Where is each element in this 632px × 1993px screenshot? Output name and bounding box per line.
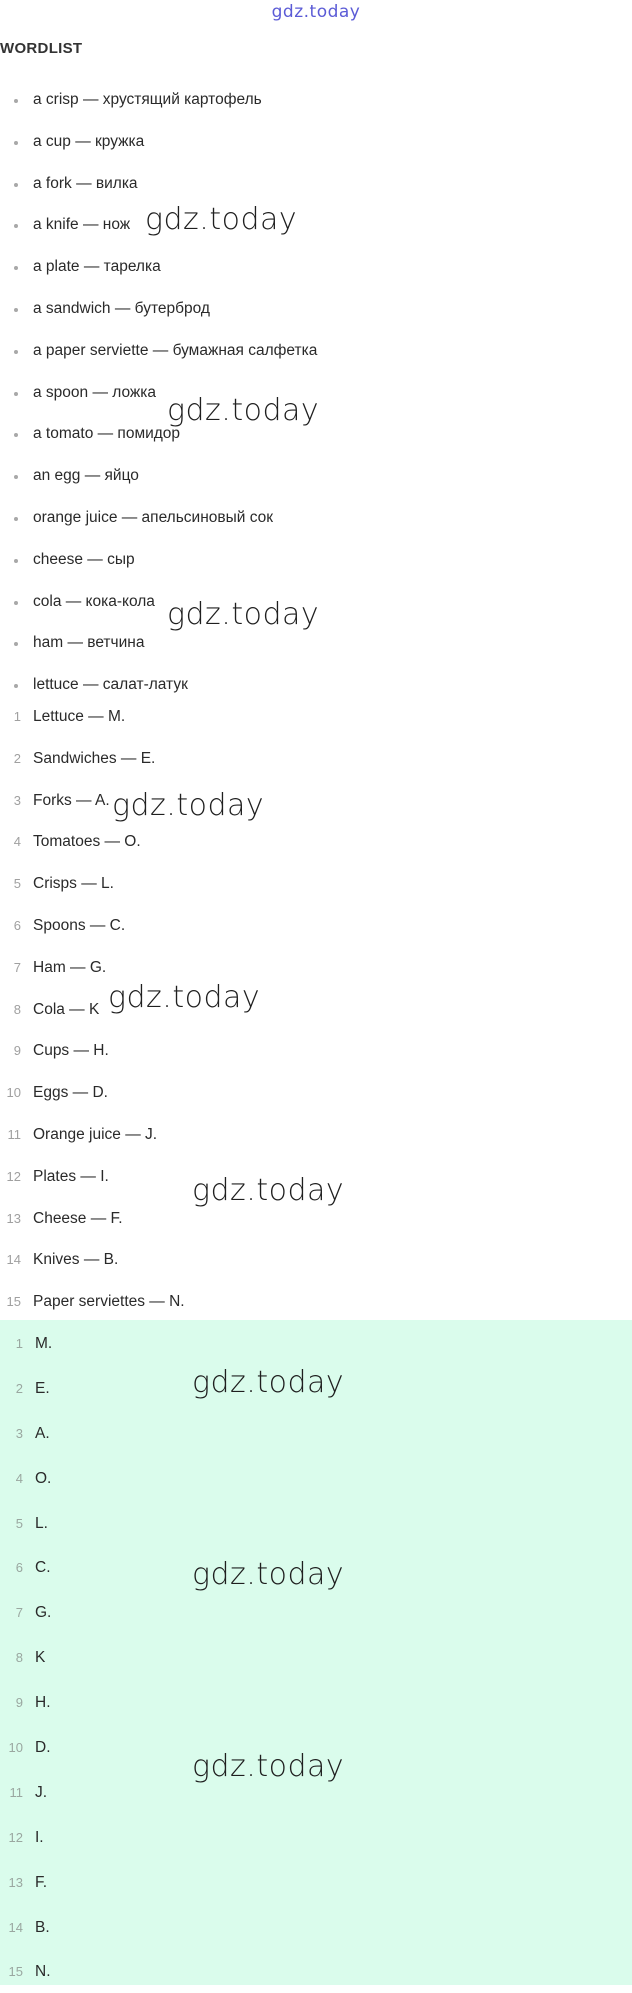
answer-text: F. (35, 1873, 48, 1891)
line-number: 11 (7, 1126, 21, 1142)
word-pair: a paper serviette — бумажная салфетка (33, 341, 318, 359)
answer-text: D. (35, 1739, 51, 1757)
list-item (0, 1589, 632, 1634)
line-number: 3 (15, 1425, 23, 1441)
word-pair: a spoon — ложка (33, 383, 157, 401)
match-text: Tomatoes — O. (33, 833, 141, 851)
list-item (0, 1241, 632, 1283)
match-text: Eggs — D. (33, 1084, 108, 1102)
word-pair: lettuce — салат-латук (33, 676, 188, 694)
bullet-icon (14, 433, 18, 437)
bullet-icon (14, 517, 18, 521)
list-item (0, 623, 632, 665)
answer-text: E. (35, 1379, 50, 1397)
answer-text: K (35, 1649, 46, 1667)
word-pair: a fork — вилка (33, 174, 138, 192)
list-item (0, 331, 632, 373)
line-number: 13 (8, 1874, 23, 1890)
watermark: gdz.today (167, 393, 320, 428)
match-text: Cups — H. (33, 1042, 109, 1060)
line-number: 10 (8, 1740, 23, 1756)
answer-text: L. (35, 1514, 48, 1532)
line-number: 6 (13, 917, 21, 933)
match-text: Orange juice — J. (33, 1125, 158, 1143)
bullet-icon (14, 684, 18, 688)
answer-text: G. (35, 1604, 52, 1622)
line-number: 15 (6, 1294, 21, 1310)
list-item (0, 456, 632, 498)
list-item (0, 1410, 632, 1455)
bullet-icon (14, 559, 18, 563)
list-item (0, 991, 632, 1033)
list-item (0, 1320, 632, 1365)
match-text: Sandwiches — E. (33, 749, 156, 767)
bullet-icon (14, 266, 18, 270)
list-item (0, 1679, 632, 1724)
word-pair: a plate — тарелка (33, 258, 161, 276)
wordlist (0, 80, 632, 707)
answer-text: N. (35, 1963, 51, 1981)
line-number: 4 (15, 1470, 23, 1486)
word-pair: a tomato — помидор (33, 425, 181, 443)
list-item (0, 1544, 632, 1589)
bullet-icon (14, 224, 18, 228)
match-text: Lettuce — M. (33, 708, 126, 725)
match-text: Ham — G. (33, 958, 107, 976)
list-item (0, 1365, 632, 1410)
answer-text: I. (35, 1828, 44, 1846)
word-pair: ham — ветчина (33, 634, 145, 652)
match-text: Cola — K (33, 1000, 100, 1018)
line-number: 10 (6, 1085, 21, 1101)
list-item (0, 907, 632, 949)
line-number: 9 (15, 1695, 23, 1711)
list-item (0, 540, 632, 582)
word-pair: an egg — яйцо (33, 467, 139, 485)
list-item (0, 1200, 632, 1242)
line-number: 11 (9, 1784, 23, 1800)
match-text: Paper serviettes — N. (33, 1293, 185, 1311)
list-item (0, 1116, 632, 1158)
word-pair: cheese — сыр (33, 550, 135, 568)
match-text: Crisps — L. (33, 875, 114, 893)
answer-text: J. (35, 1783, 48, 1801)
line-number: 2 (15, 1380, 23, 1396)
list-item (0, 164, 632, 206)
watermark: gdz.today (192, 1365, 345, 1400)
list-item (0, 1032, 632, 1074)
watermark: gdz.today (145, 202, 298, 237)
match-text: Knives — B. (33, 1251, 119, 1269)
list-item (0, 1158, 632, 1200)
list-item (0, 1634, 632, 1679)
watermark: gdz.today (108, 980, 261, 1015)
bullet-icon (14, 475, 18, 479)
list-item (0, 698, 632, 740)
matching-list (0, 698, 632, 1325)
line-number: 13 (6, 1210, 21, 1226)
bullet-icon (14, 392, 18, 396)
line-number: 7 (15, 1605, 23, 1621)
list-item (0, 582, 632, 624)
list-item (0, 414, 632, 456)
line-number: 12 (8, 1829, 23, 1845)
line-number: 14 (8, 1919, 23, 1935)
list-item (0, 498, 632, 540)
word-pair: cola — кока-кола (33, 592, 155, 610)
bullet-icon (14, 141, 18, 145)
match-text: Spoons — C. (33, 916, 126, 934)
list-item (0, 1074, 632, 1116)
answer-text: B. (35, 1918, 50, 1936)
list-item (0, 1283, 632, 1325)
answer-text: M. (35, 1335, 53, 1352)
line-number: 8 (13, 1001, 21, 1017)
list-item (0, 247, 632, 289)
list-item (0, 865, 632, 907)
answer-text: C. (35, 1559, 51, 1577)
list-item (0, 1500, 632, 1545)
list-item (0, 1769, 632, 1814)
list-item (0, 1904, 632, 1949)
list-item (0, 1948, 632, 1993)
bullet-icon (14, 642, 18, 646)
match-text: Plates — I. (33, 1167, 109, 1185)
list-item (0, 289, 632, 331)
line-number: 7 (13, 959, 21, 975)
list-item (0, 782, 632, 824)
bullet-icon (14, 350, 18, 354)
word-pair: a sandwich — бутерброд (33, 299, 210, 317)
answer-text: O. (35, 1469, 52, 1487)
answer-block (0, 1320, 632, 1985)
watermark: gdz.today (192, 1749, 345, 1784)
word-pair: a crisp — хрустящий картофель (33, 91, 262, 108)
watermark: gdz.today (192, 1557, 345, 1592)
watermark: gdz.today (192, 1173, 345, 1208)
word-pair: a knife — нож (33, 216, 131, 234)
list-item (0, 80, 632, 122)
list-item (0, 1814, 632, 1859)
line-number: 12 (6, 1168, 21, 1184)
list-item (0, 122, 632, 164)
wordlist-title: WORDLIST (0, 40, 83, 57)
line-number: 8 (15, 1650, 23, 1666)
bullet-icon (14, 308, 18, 312)
list-item (0, 1859, 632, 1904)
line-number: 5 (15, 1515, 23, 1531)
line-number: 1 (15, 1336, 23, 1351)
watermark: gdz.today (167, 597, 320, 632)
list-item (0, 823, 632, 865)
line-number: 3 (13, 792, 21, 808)
match-text: Forks — A. (33, 791, 110, 809)
line-number: 6 (15, 1560, 23, 1576)
list-item (0, 205, 632, 247)
line-number: 2 (13, 750, 21, 766)
list-item (0, 740, 632, 782)
line-number: 4 (13, 834, 21, 850)
line-number: 15 (8, 1964, 23, 1980)
word-pair: orange juice — апельсиновый сок (33, 508, 274, 526)
answer-text: A. (35, 1424, 50, 1442)
list-item (0, 1724, 632, 1769)
answer-text: H. (35, 1694, 51, 1712)
list-item (0, 949, 632, 991)
line-number: 1 (13, 709, 21, 724)
line-number: 9 (13, 1043, 21, 1059)
site-logo[interactable]: gdz.today (271, 2, 361, 22)
list-item (0, 1455, 632, 1500)
line-number: 5 (13, 876, 21, 892)
bullet-icon (14, 99, 18, 103)
line-number: 14 (6, 1252, 21, 1268)
bullet-icon (14, 183, 18, 187)
bullet-icon (14, 601, 18, 605)
word-pair: a cup — кружка (33, 132, 145, 150)
match-text: Cheese — F. (33, 1209, 123, 1227)
list-item (0, 373, 632, 415)
watermark: gdz.today (112, 788, 265, 823)
answer-list (0, 1320, 632, 1993)
